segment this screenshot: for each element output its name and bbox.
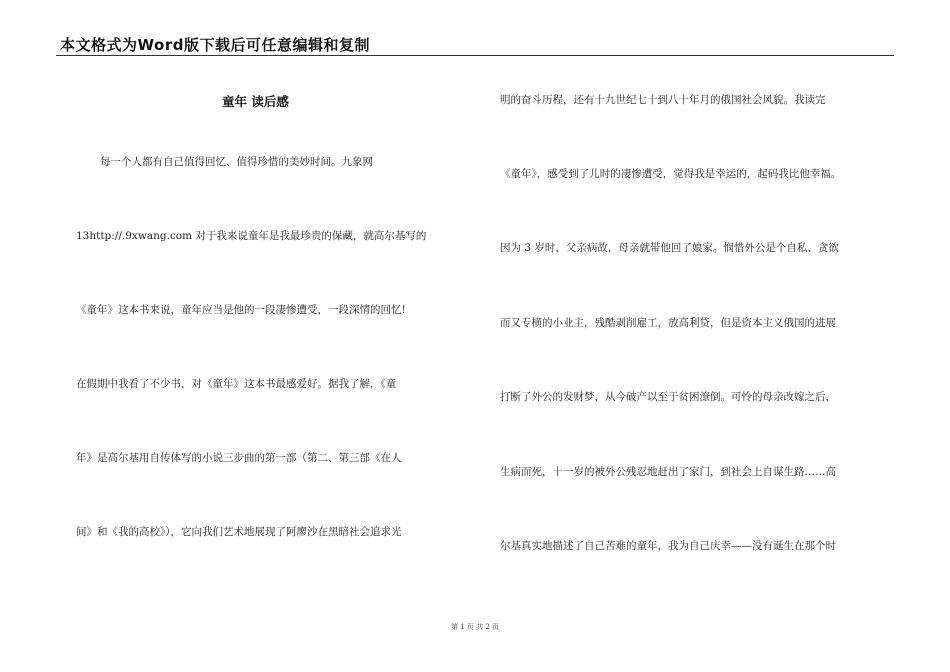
paragraph-line: 尔基真实地描述了自己苦难的童年，我为自己庆幸——没有诞生在那个时 — [500, 540, 836, 552]
paragraph-line: 因为 3 岁时，父亲病故，母亲就带他回了娘家。悯惜外公是个自私、贪欲 — [500, 242, 839, 254]
document-title: 童年 读后感 — [222, 94, 289, 109]
paragraph-line: 《童年》，感受到了儿时的凄惨遭受，觉得我是幸运的，起码我比他幸福。 — [500, 168, 842, 180]
paragraph-line: 明的奋斗历程，还有十九世纪七十到八十年月的俄国社会风貌。我读完 — [500, 94, 826, 106]
paragraph-line: 每一个人都有自己值得回忆、值得珍惜的美妙时间。九象网 — [100, 156, 373, 168]
paragraph-line: 打断了外公的发财梦，从今破产以至于贫困潦倒。可怜的母亲改嫁之后， — [500, 391, 836, 403]
paragraph-line: 间》和《我的高校》），它向我们艺术地展现了阿廖沙在黑暗社会追求光 — [76, 526, 402, 538]
paragraph-line: 13http://.9xwang.com 对于我来说童年是我最珍贵的保藏，就高尔基写的 — [76, 230, 427, 242]
paragraph-line: 而又专横的小业主，残酷剥削雇工，放高利贷，但是资本主义俄国的进展 — [500, 317, 836, 329]
paragraph-line: 生病而死，十一岁的被外公残忍地赶出了家门，到社会上自谋生路……高 — [500, 466, 836, 478]
header-rule — [56, 55, 894, 56]
paragraph-line: 《童年》这本书来说，童年应当是他的一段凄惨遭受，一段深情的回忆! — [76, 304, 406, 316]
paragraph-line: 年》是高尔基用自传体写的小说三步曲的第一部（第二、第三部《在人 — [76, 452, 402, 464]
document-header: 本文格式为Word版下载后可任意编辑和复制 — [60, 36, 370, 54]
page-number: 第 1 页 共 2 页 — [450, 623, 500, 631]
paragraph-line: 在假期中我看了不少书，对《童年》这本书最感爱好。据我了解，《童 — [76, 378, 397, 390]
